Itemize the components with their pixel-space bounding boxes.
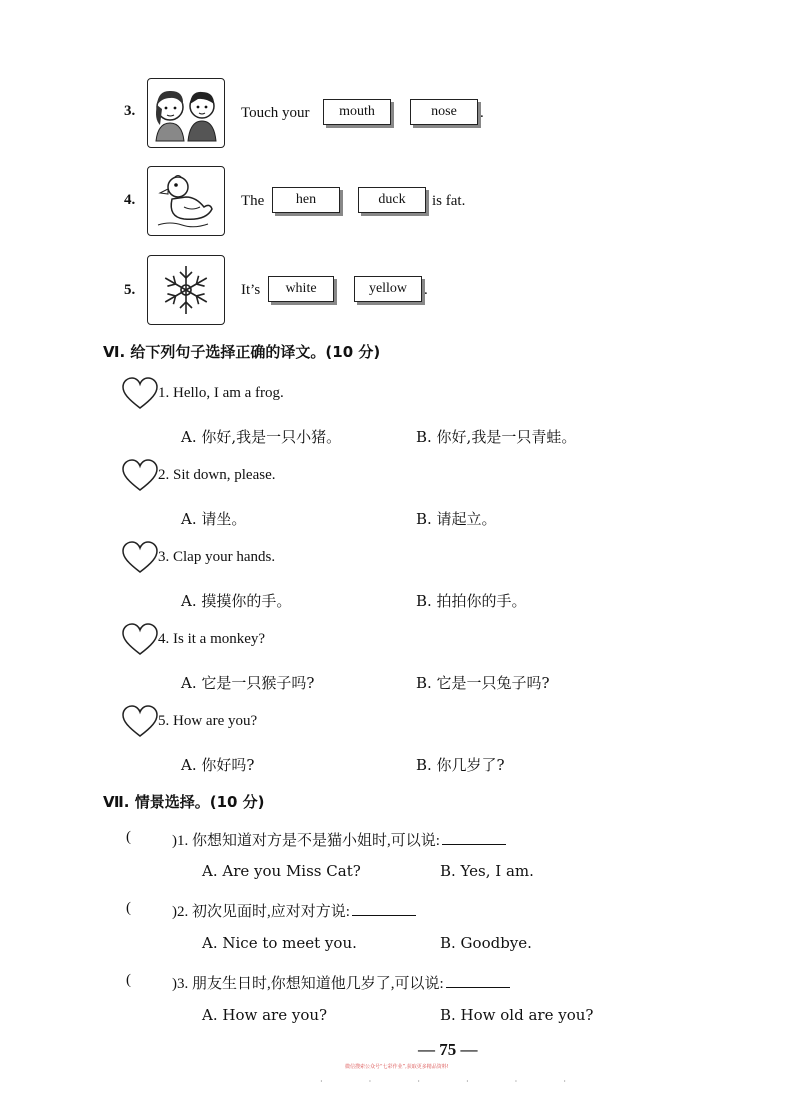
s7-q2-text (172, 900, 416, 921)
s6-q5-text: 5. How are you? (158, 713, 258, 729)
duck-icon (147, 166, 225, 236)
item-5-option-white[interactable]: white (268, 276, 334, 302)
item-5-number: 5. (124, 282, 136, 298)
heart-answer-box-5[interactable] (122, 705, 158, 739)
s7-q2-prompt: )2. 初次见面时,应对对方说: (172, 904, 350, 920)
section-6-title: Ⅵ. 给下列句子选择正确的译文。(10 分) (103, 343, 381, 361)
s7-q3-text (172, 972, 510, 993)
item-3-option-nose[interactable]: nose (410, 99, 478, 125)
page-number: — 75 — (418, 1040, 478, 1059)
heart-answer-box-2[interactable] (122, 459, 158, 493)
section-7-title: Ⅶ. 情景选择。(10 分) (103, 793, 265, 811)
s6-q2-option-b[interactable]: B. 请起立。 (416, 510, 497, 528)
s6-q5-option-b[interactable]: B. 你几岁了? (416, 756, 505, 774)
item-5-prompt: It’s (241, 282, 261, 298)
s6-q4-option-b[interactable]: B. 它是一只兔子吗? (416, 674, 550, 692)
item-3-option-mouth[interactable]: mouth (323, 99, 391, 125)
s6-q4-option-a[interactable]: A. 它是一只猴子吗? (181, 674, 315, 692)
s7-q3-blank[interactable] (446, 986, 510, 988)
s6-q2-option-a[interactable]: A. 请坐。 (181, 510, 247, 528)
s7-q2-option-b[interactable]: B. Goodbye. (440, 934, 532, 952)
item-4-option-hen[interactable]: hen (272, 187, 340, 213)
s6-q1-option-a[interactable]: A. 你好,我是一只小猪。 (181, 428, 342, 446)
item-3-prompt: Touch your (241, 105, 310, 121)
s7-q2-option-a[interactable]: A. Nice to meet you. (202, 934, 357, 952)
s7-q2-blank[interactable] (352, 914, 416, 916)
s6-q3-option-b[interactable]: B. 拍拍你的手。 (416, 592, 527, 610)
footer-dots: · · · · · · (320, 1077, 588, 1086)
heart-answer-box-1[interactable] (122, 377, 158, 411)
item-3-number: 3. (124, 103, 136, 119)
s7-q1-option-a[interactable]: A. Are you Miss Cat? (202, 862, 361, 880)
s6-q1-option-b[interactable]: B. 你好,我是一只青蛙。 (416, 428, 577, 446)
item-4-option-duck[interactable]: duck (358, 187, 426, 213)
snowflake-icon (147, 255, 225, 325)
item-3-end: . (480, 105, 484, 121)
heart-answer-box-3[interactable] (122, 541, 158, 575)
s7-q1-option-b[interactable]: B. Yes, I am. (440, 862, 534, 880)
heart-answer-box-4[interactable] (122, 623, 158, 657)
s7-q1-text (172, 829, 506, 850)
s6-q1-text: 1. Hello, I am a frog. (158, 385, 284, 401)
s7-q1-open-bracket[interactable]: ( (126, 829, 131, 845)
s7-q3-open-bracket[interactable]: ( (126, 972, 131, 988)
s7-q1-prompt: )1. 你想知道对方是不是猫小姐时,可以说: (172, 833, 440, 849)
item-5-option-yellow[interactable]: yellow (354, 276, 422, 302)
s6-q4-text: 4. Is it a monkey? (158, 631, 266, 647)
s6-q3-text: 3. Clap your hands. (158, 549, 276, 565)
s7-q2-open-bracket[interactable]: ( (126, 900, 131, 916)
item-5-end: . (424, 282, 428, 298)
s6-q5-option-a[interactable]: A. 你好吗? (181, 756, 255, 774)
boy-girl-talking-icon (147, 78, 225, 148)
item-4-end: is fat. (432, 193, 466, 209)
s7-q1-blank[interactable] (442, 843, 506, 845)
s7-q3-option-b[interactable]: B. How old are you? (440, 1006, 594, 1024)
s7-q3-prompt: )3. 朋友生日时,你想知道他几岁了,可以说: (172, 976, 444, 992)
s7-q3-option-a[interactable]: A. How are you? (202, 1006, 328, 1024)
s6-q2-text: 2. Sit down, please. (158, 467, 276, 483)
item-4-number: 4. (124, 192, 136, 208)
footer-note: 微信搜索公众号“七彩作业”,获取更多精品资料! (345, 1064, 449, 1070)
item-4-prompt: The (241, 193, 265, 209)
s6-q3-option-a[interactable]: A. 摸摸你的手。 (181, 592, 292, 610)
